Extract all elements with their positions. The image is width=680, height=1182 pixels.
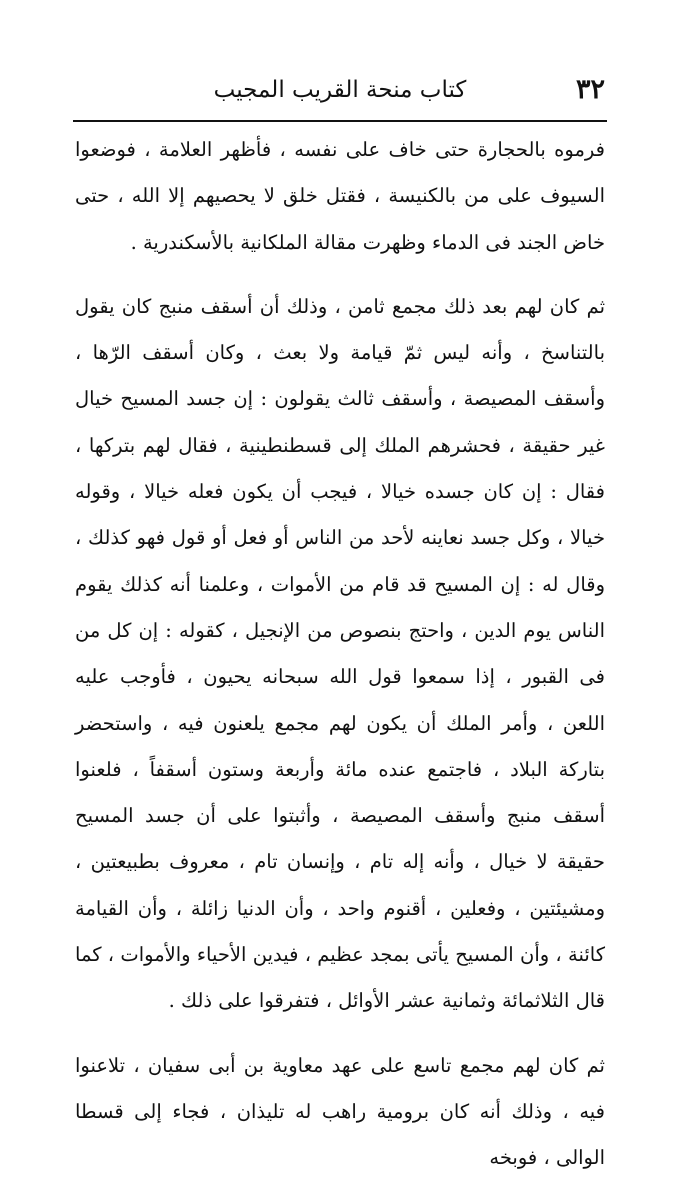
- page-header: [75, 70, 605, 110]
- running-title: كتاب منحة القريب المجيب: [213, 77, 467, 103]
- paragraph: ثم كان لهم بعد ذلك مجمع ثامن ، وذلك أن أسقف منبج كان يقول بالتناسخ ، وأنه ليس ثمّ قيامة ولا بعث ، وكان أسقف الرّها ، وأسقف المصيصة ، وأسقف ثالث يقولون : إن جسد المسيح خيال غير حقيقة ، فحشرهم الملك إلى قسطنطينية ، فقال لهم بتركها ، فقال : إن كان جسده خيالا ، فيجب أن يكون فعله خيالا ، وقوله خيالا ، وكل جسد نعاينه لأحد من الناس أو فعل أو قول فهو كذلك ، وقال له : إن المسيح قد قام من الأموات ، وعلمنا أنه كذلك يقوم الناس يوم الدين ، واحتج بنصوص من الإنجيل ، كقوله : إن كل من فى القبور ، إذا سمعوا قول الله سبحانه يحيون ، فأوجب عليه اللعن ، وأمر الملك أن يكون لهم مجمع يلعنون فيه ، واستحضر بتاركة البلاد ، فاجتمع عنده مائة وأربعة وستون أسقفاً ، فلعنوا أسقف منبج وأسقف المصيصة ، وأثبتوا على أن جسد المسيح حقيقة لا خيال ، وأنه إله تام ، وإنسان تام ، معروف بطبيعتين ، ومشيئتين ، وفعلين ، أقنوم واحد ، وأن الدنيا زائلة ، وأن القيامة كائنة ، وأن المسيح يأتى بمجد عظيم ، فيدين الأحياء والأموات ، كما قال الثلاثمائة وثمانية عشر الأوائل ، فتفرقوا على ذلك .: [75, 294, 605, 1013]
- page-number: ٣٢: [575, 74, 605, 105]
- paragraph: ثم كان لهم مجمع تاسع على عهد معاوية بن أبى سفيان ، تلاعنوا فيه ، وذلك أنه كان برومية راهب له تليذان ، فجاء إلى قسطا الوالى ، فوبخه: [75, 1053, 605, 1170]
- header-rule: [73, 120, 607, 122]
- body-text: [75, 127, 605, 1182]
- paragraph: فرموه بالحجارة حتى خاف على نفسه ، فأظهر العلامة ، فوضعوا السيوف على من بالكنيسة ، فقتل خلق لا يحصيهم إلا الله ، حتى خاض الجند فى الدماء وظهرت مقالة الملكانية بالأسكندرية .: [75, 138, 605, 254]
